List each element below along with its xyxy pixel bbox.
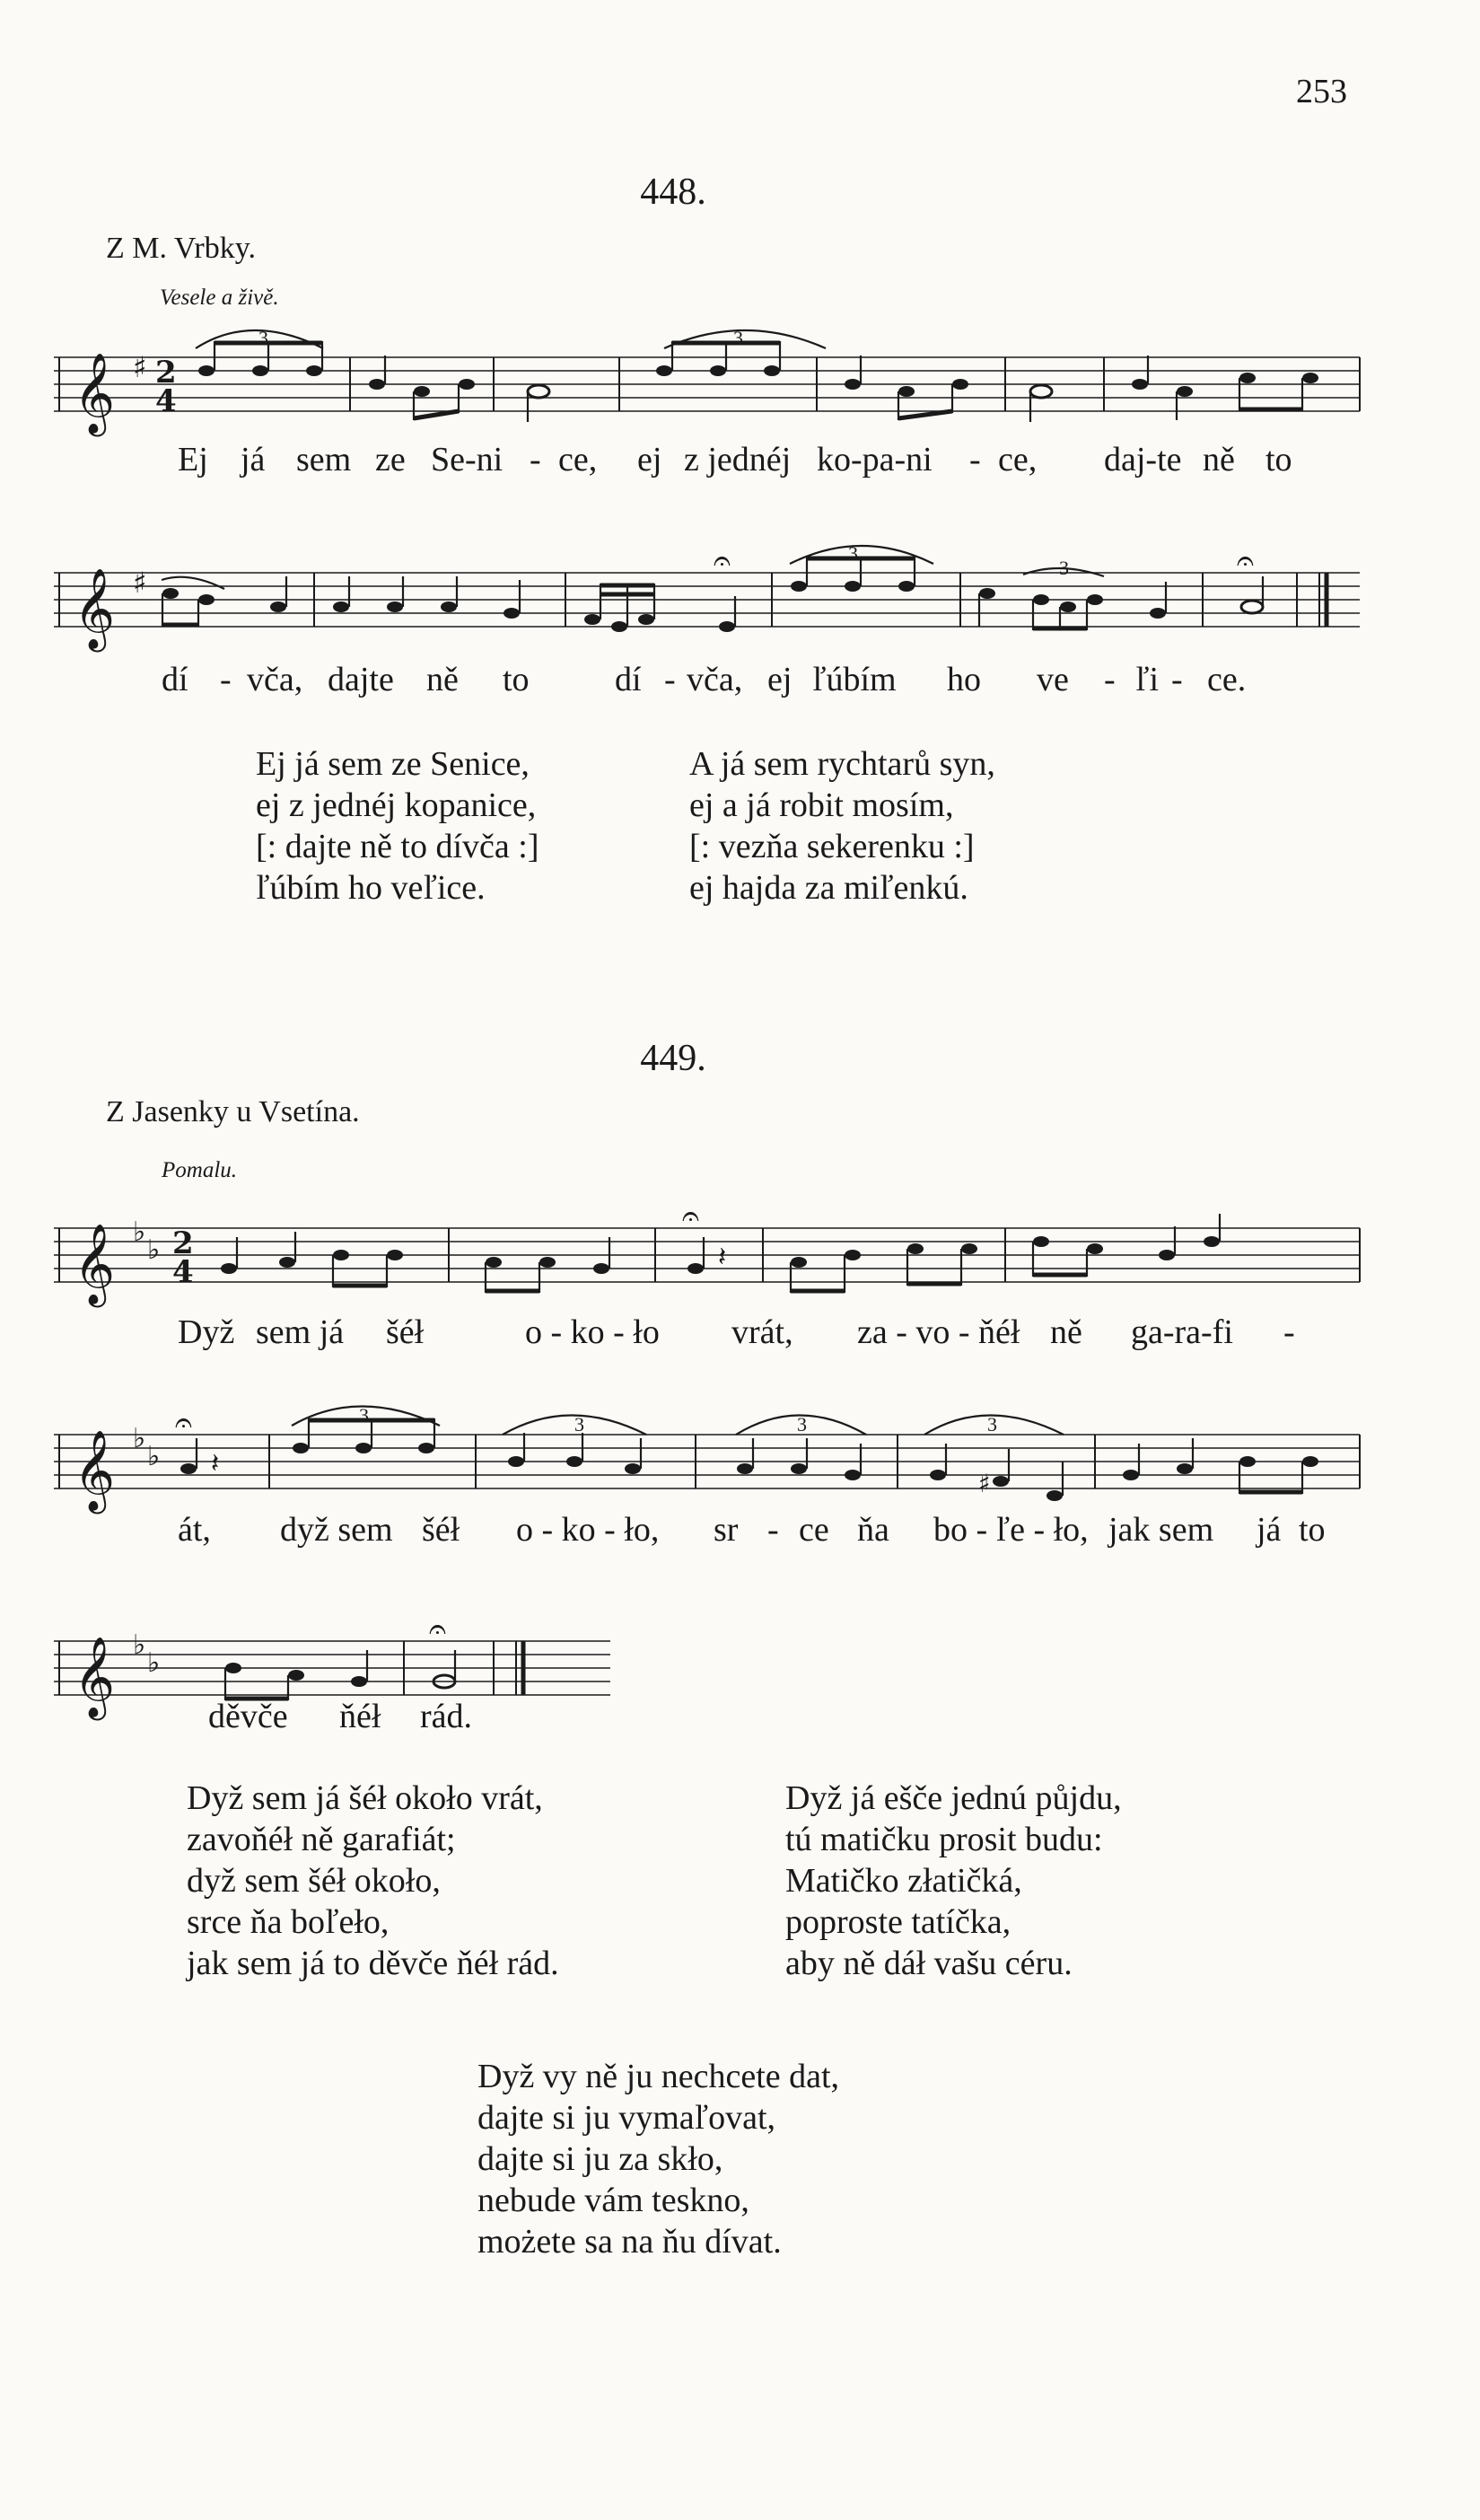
- stanza-line: Dyž vy ně ju nechcete dat,: [477, 2058, 840, 2095]
- syllable: dí: [615, 661, 642, 698]
- syllable: vča,: [687, 661, 743, 698]
- syllable: ko-pa-ni: [817, 441, 933, 479]
- song-origin: Z Jasenky u Vsetína.: [106, 1095, 360, 1128]
- stanza-line: ľúbím ho veľice.: [256, 869, 486, 907]
- flat-icon: ♭: [147, 1234, 161, 1266]
- treble-clef-icon: 𝄞: [74, 353, 116, 434]
- syllable: -: [1283, 1313, 1295, 1351]
- sharp-icon: ♯: [133, 350, 147, 384]
- music-staff-449-line-1: [54, 1176, 1364, 1320]
- syllable: ve: [1037, 661, 1069, 698]
- syllable: ně: [1203, 441, 1235, 479]
- fermata-icon: 𝄐: [682, 1199, 699, 1234]
- syllable: bo - ľe - ło,: [933, 1511, 1089, 1549]
- syllable: dajte: [328, 661, 394, 698]
- rest-icon: 𝄽: [718, 1242, 727, 1273]
- syllable: -: [1171, 661, 1183, 698]
- stanza-line: nebude vám teskno,: [477, 2182, 749, 2219]
- syllable: jak sem: [1108, 1511, 1214, 1549]
- syllable: ce,: [998, 441, 1038, 479]
- svg-text:3: 3: [797, 1413, 807, 1436]
- stanza-449-3: [477, 2056, 839, 2262]
- syllable: o - ko - ło,: [516, 1511, 660, 1549]
- syllable: ho: [947, 661, 981, 698]
- stanza-line: Matičko złatičká,: [785, 1862, 1022, 1900]
- treble-clef-icon: 𝄞: [74, 568, 116, 649]
- stanza-line: Dyž já ešče jednú půjdu,: [785, 1779, 1122, 1817]
- syllable: ľi: [1135, 661, 1159, 698]
- stanza-line: tú matičku prosit budu:: [785, 1821, 1103, 1858]
- syllable: dí: [162, 661, 188, 698]
- stanza-line: możete sa na ňu dívat.: [477, 2223, 782, 2261]
- syllable: dyž sem: [280, 1511, 393, 1549]
- syllable: ga-ra-fi: [1131, 1313, 1233, 1351]
- syllable: já: [241, 441, 266, 479]
- treble-clef-icon: 𝄞: [74, 1637, 116, 1717]
- stanza-448-1: [256, 743, 539, 909]
- staff-lines: [54, 1435, 1360, 1488]
- stanza-line: Ej já sem ze Senice,: [256, 745, 530, 783]
- svg-text:3: 3: [848, 542, 858, 565]
- syllable: -: [1104, 661, 1116, 698]
- syllable: vrát,: [731, 1313, 793, 1351]
- stanza-line: srce ňa boľeło,: [187, 1903, 390, 1941]
- sharp-icon: ♯: [133, 566, 147, 600]
- syllable: o - ko - ło: [525, 1313, 660, 1351]
- page-number: 253: [1296, 73, 1347, 110]
- syllable: -: [767, 1511, 779, 1549]
- syllable: Ej: [178, 441, 208, 479]
- fermata-icon: 𝄐: [175, 1405, 192, 1441]
- treble-clef-icon: 𝄞: [74, 1430, 116, 1511]
- song-origin: Z M. Vrbky.: [106, 232, 257, 265]
- syllable: to: [1265, 441, 1292, 479]
- fermata-icon: 𝄐: [1237, 543, 1254, 579]
- svg-text:3: 3: [733, 327, 743, 349]
- stanza-line: zavoňéł ně garafiát;: [187, 1821, 456, 1858]
- syllable: daj-te: [1104, 441, 1182, 479]
- syllable: ze: [375, 441, 406, 479]
- music-staff-449-line-2: [54, 1383, 1364, 1526]
- syllable: to: [503, 661, 530, 698]
- treble-clef-icon: 𝄞: [74, 1224, 116, 1304]
- song-number-449: 449.: [640, 1038, 706, 1079]
- syllable: sr: [714, 1511, 739, 1549]
- stanza-line: poproste tatíčka,: [785, 1903, 1011, 1941]
- syllable: -: [664, 661, 676, 698]
- flat-icon: ♭: [133, 1423, 146, 1454]
- flat-icon: ♭: [147, 1441, 161, 1472]
- syllable: Dyž: [178, 1313, 235, 1351]
- syllable: za - vo - ňéł: [857, 1313, 1020, 1351]
- stanza-line: dajte si ju za skło,: [477, 2140, 723, 2178]
- stanza-line: ej z jednéj kopanice,: [256, 786, 537, 824]
- svg-text:3: 3: [258, 327, 268, 349]
- syllable: -: [969, 441, 981, 479]
- syllable: to: [1299, 1511, 1326, 1549]
- stanza-line: ej a já robit mosím,: [689, 786, 954, 824]
- flat-icon: ♭: [133, 1216, 146, 1248]
- fermata-icon: 𝄐: [714, 543, 731, 579]
- flat-icon: ♭: [147, 1647, 161, 1679]
- stanza-line: ej hajda za miľenkú.: [689, 869, 968, 907]
- svg-text:3: 3: [987, 1413, 997, 1436]
- syllable: ej: [637, 441, 662, 479]
- rest-icon: 𝄽: [211, 1448, 220, 1480]
- syllable: rád.: [420, 1698, 473, 1735]
- syllable: Se-ni: [431, 441, 504, 479]
- stanza-line: jak sem já to děvče ňéł rád.: [187, 1945, 559, 1982]
- music-staff-448-line-1: [54, 305, 1364, 449]
- sharp-icon: ♯: [978, 1469, 991, 1498]
- tempo-marking: Vesele a živě.: [160, 285, 279, 310]
- syllable: -: [530, 441, 541, 479]
- syllable: ně: [1050, 1313, 1082, 1351]
- stanza-line: A já sem rychtarů syn,: [689, 745, 995, 783]
- stanza-line: [: dajte ně to dívča :]: [256, 828, 539, 865]
- stanza-line: Dyž sem já šéł około vrát,: [187, 1779, 543, 1817]
- time-signature-bottom: 4: [155, 383, 177, 419]
- svg-text:3: 3: [1059, 557, 1069, 579]
- stanza-line: dyž sem šéł około,: [187, 1862, 441, 1900]
- syllable: át,: [178, 1511, 211, 1549]
- flat-icon: ♭: [133, 1629, 146, 1661]
- syllable: děvče: [208, 1698, 288, 1735]
- syllable: vča,: [247, 661, 303, 698]
- syllable: -: [220, 661, 232, 698]
- syllable: šéł: [386, 1313, 425, 1351]
- music-staff-448-line-2: [54, 521, 1364, 664]
- stanza-line: aby ně dáł vašu céru.: [785, 1945, 1073, 1982]
- stanza-449-1: [187, 1778, 559, 1984]
- syllable: ľúbím: [812, 661, 897, 698]
- staff-lines: [54, 357, 1360, 411]
- syllable: ce.: [1207, 661, 1247, 698]
- staff-lines: [54, 573, 1360, 627]
- svg-text:3: 3: [359, 1404, 369, 1427]
- syllable: ně: [426, 661, 459, 698]
- fermata-icon: 𝄐: [429, 1611, 446, 1647]
- syllable: ňa: [857, 1511, 889, 1549]
- tempo-marking: Pomalu.: [162, 1158, 238, 1182]
- stanza-line: [: vezňa sekerenku :]: [689, 828, 975, 865]
- stanza-line: dajte si ju vymaľovat,: [477, 2099, 776, 2137]
- syllable: ej: [767, 661, 793, 698]
- time-signature-top: 2: [155, 355, 177, 391]
- syllable: já: [1257, 1511, 1282, 1549]
- syllable: ňéł: [339, 1698, 381, 1735]
- svg-text:3: 3: [574, 1413, 584, 1436]
- syllable: ce,: [558, 441, 598, 479]
- syllable: sem já: [256, 1313, 345, 1351]
- time-signature-bottom: 4: [172, 1254, 194, 1290]
- syllable: šéł: [422, 1511, 460, 1549]
- syllable: sem: [296, 441, 352, 479]
- stanza-448-2: [689, 743, 995, 909]
- time-signature-top: 2: [172, 1225, 194, 1261]
- stanza-449-2: [785, 1778, 1122, 1984]
- syllable: z jednéj: [684, 441, 792, 479]
- song-number-448: 448.: [640, 171, 706, 213]
- syllable: ce: [799, 1511, 829, 1549]
